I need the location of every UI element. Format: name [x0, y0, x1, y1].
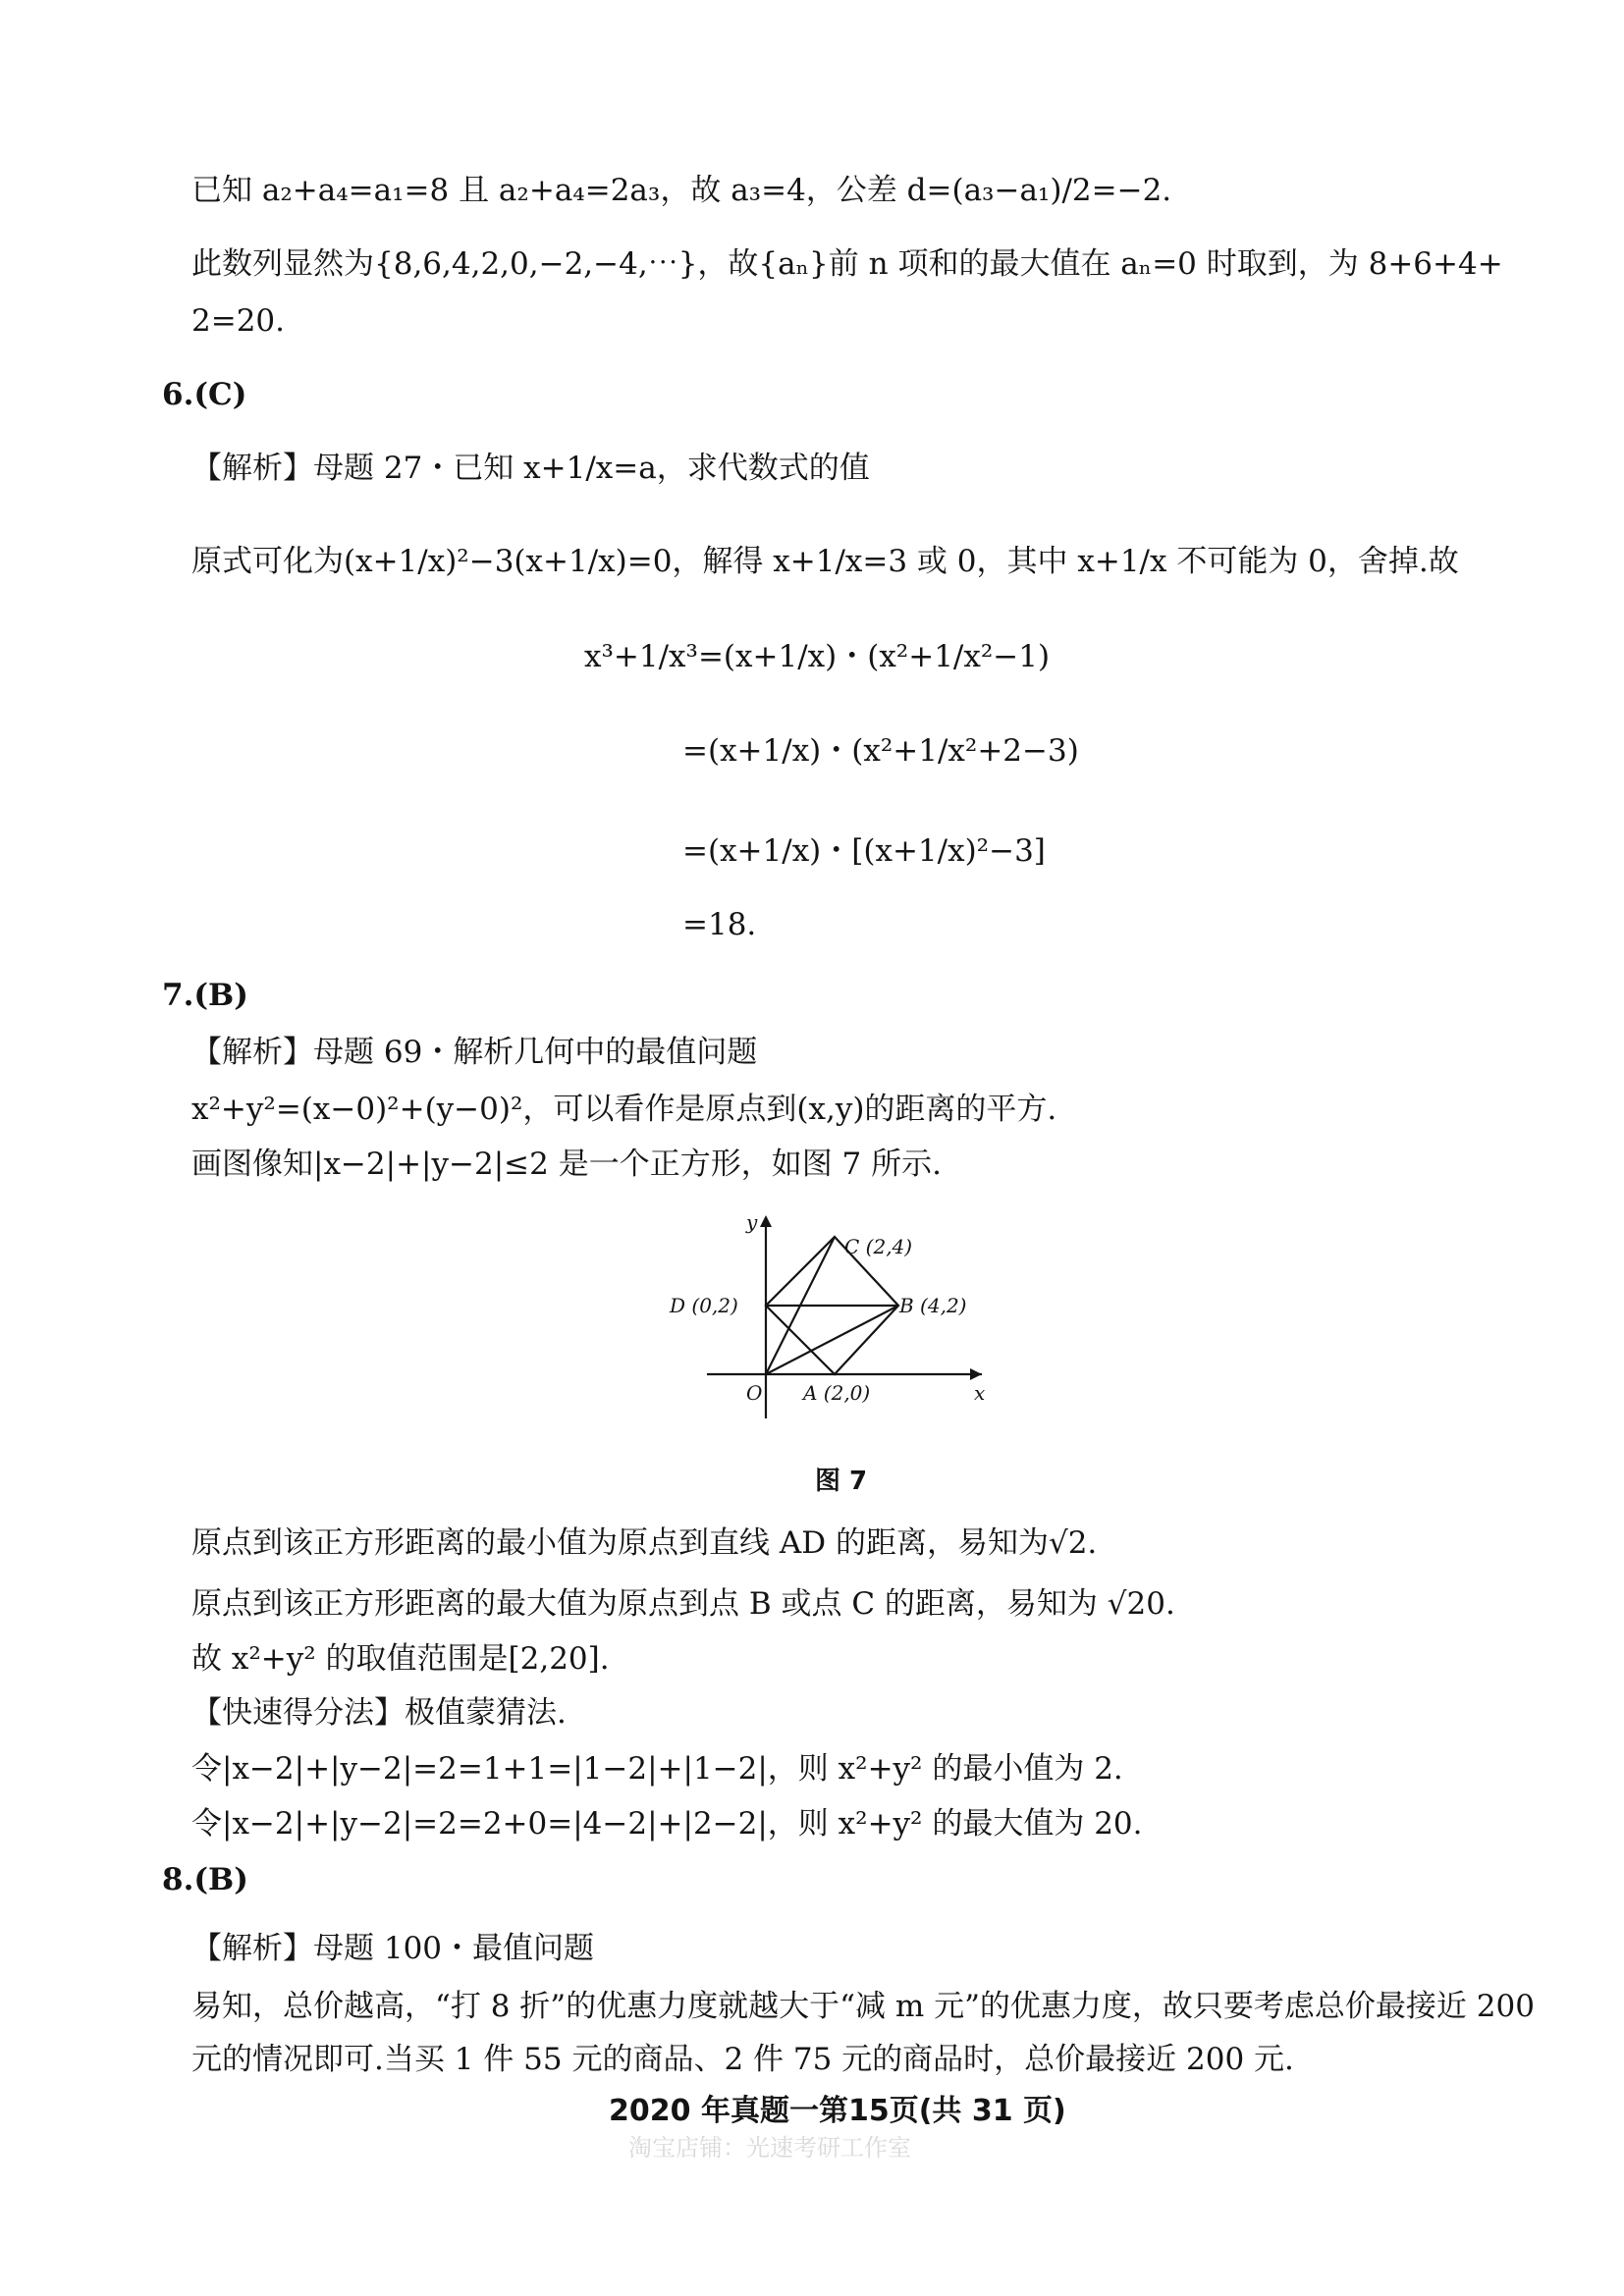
line-6: 原式可化为(x+1/x)²−3(x+1/x)=0，解得 x+1/x=3 或 0，其中 x+1/x 不可能为 0，舍掉.故: [191, 544, 1459, 579]
point-d-label: D (0,2): [670, 1294, 738, 1317]
figure-caption: 图 7: [815, 1467, 868, 1496]
line-2: 此数列显然为{8,6,4,2,0,−2,−4,⋯}，故{aₙ}前 n 项和的最大值在 aₙ=0 时取到，为 8+6+4+: [191, 246, 1503, 282]
point-c-label: C (2,4): [844, 1235, 913, 1258]
x-axis-arrow-icon: [970, 1368, 982, 1380]
line-24: 元的情况即可.当买 1 件 55 元的商品、2 件 75 元的商品时，总价最接近 200 元.: [191, 2042, 1294, 2077]
y-axis-label: y: [746, 1210, 758, 1234]
line-17: 故 x²+y² 的取值范围是[2,20].: [191, 1641, 610, 1677]
point-b-label: B (4,2): [899, 1294, 967, 1317]
equation-line-1: x³+1/x³=(x+1/x)・(x²+1/x²−1): [584, 639, 1051, 674]
line-5: 【解析】母题 27・已知 x+1/x=a，求代数式的值: [191, 451, 870, 486]
question-7-heading: 7.(B): [162, 978, 248, 1013]
watermark: 淘宝店铺：光速考研工作室: [628, 2134, 911, 2162]
line-12: 【解析】母题 69・解析几何中的最值问题: [191, 1035, 758, 1070]
y-axis-arrow-icon: [760, 1215, 772, 1227]
question-8-heading: 8.(B): [162, 1862, 248, 1897]
line-22: 【解析】母题 100・最值问题: [191, 1931, 595, 1966]
equation-line-3: =(x+1/x)・[(x+1/x)²−3]: [682, 833, 1046, 869]
origin-label: O: [746, 1381, 763, 1405]
line-23: 易知，总价越高，“打 8 折”的优惠力度就越大于“减 m 元”的优惠力度，故只要考虑总价最接近 200: [191, 1989, 1535, 2024]
figure-7-diagram: [658, 1207, 1011, 1423]
line-15: 原点到该正方形距离的最小值为原点到直线 AD 的距离，易知为√2.: [191, 1525, 1098, 1561]
line-16: 原点到该正方形距离的最大值为原点到点 B 或点 C 的距离，易知为 √20.: [191, 1586, 1175, 1622]
line-19: 令|x−2|+|y−2|=2=1+1=|1−2|+|1−2|，则 x²+y² 的最小值为 2.: [191, 1751, 1123, 1787]
equation-line-4: =18.: [682, 907, 757, 942]
line-3: 2=20.: [191, 303, 285, 339]
question-6-heading: 6.(C): [162, 377, 247, 412]
line-14: 画图像知|x−2|+|y−2|≤2 是一个正方形，如图 7 所示.: [191, 1147, 942, 1182]
equation-line-2: =(x+1/x)・(x²+1/x²+2−3): [682, 733, 1079, 769]
page-footer: 2020 年真题一第15页(共 31 页): [609, 2094, 1066, 2128]
point-a-label: A (2,0): [803, 1381, 871, 1405]
line-1: 已知 a₂+a₄=a₁=8 且 a₂+a₄=2a₃，故 a₃=4，公差 d=(a₃−a₁)/2=−2.: [191, 173, 1172, 208]
line-18: 【快速得分法】极值蒙猜法.: [191, 1695, 567, 1731]
line-13: x²+y²=(x−0)²+(y−0)²，可以看作是原点到(x,y)的距离的平方.: [191, 1092, 1057, 1127]
line-20: 令|x−2|+|y−2|=2=2+0=|4−2|+|2−2|，则 x²+y² 的最大值为 20.: [191, 1806, 1143, 1842]
x-axis-label: x: [974, 1381, 986, 1405]
